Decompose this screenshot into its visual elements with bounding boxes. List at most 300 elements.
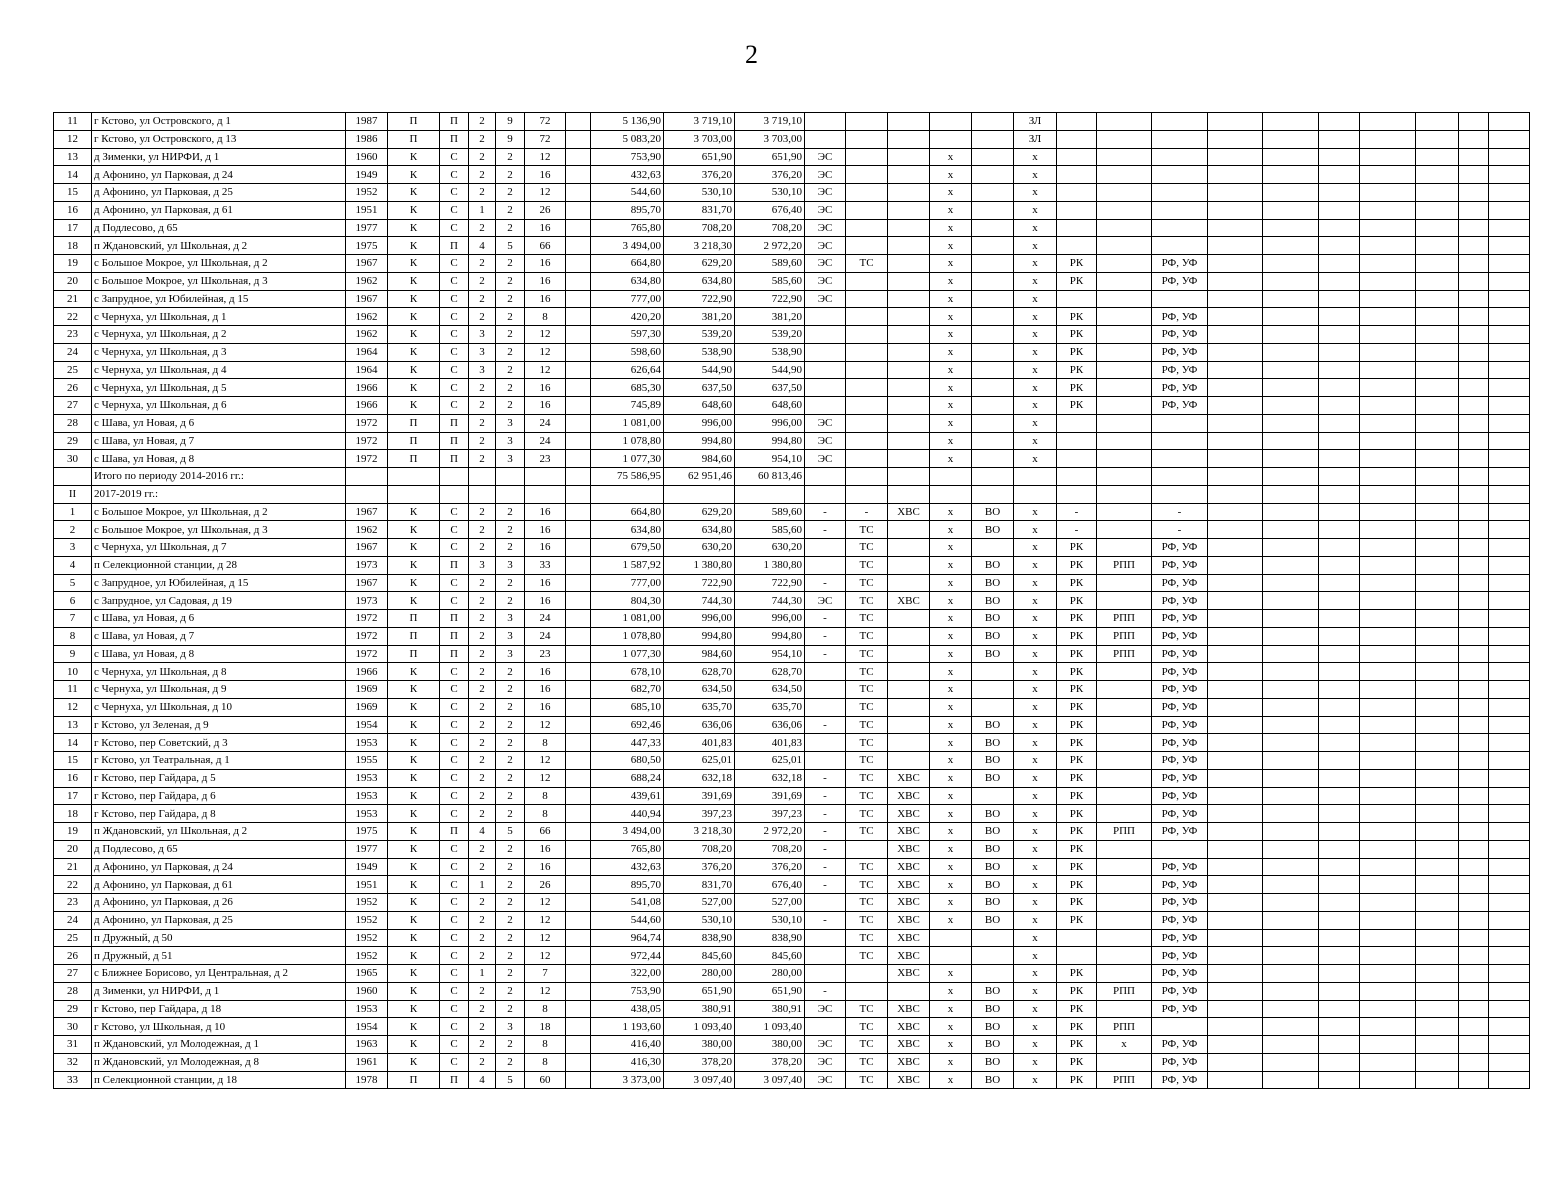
cell-living-area: 994,80 <box>735 627 805 645</box>
table-row <box>54 326 1530 344</box>
cell-extra-4 <box>1360 255 1416 273</box>
cell-roof: РК <box>1057 876 1097 894</box>
cell-extra-5 <box>1416 911 1459 929</box>
cell-wall-material-2: П <box>440 1071 469 1089</box>
cell-extra-7 <box>1489 1053 1530 1071</box>
cell-spare <box>566 681 591 699</box>
cell-facade: РФ, УФ <box>1152 858 1208 876</box>
cell-extra-6 <box>1459 450 1489 468</box>
cell-extra-5 <box>1416 627 1459 645</box>
cell-extra-7 <box>1489 1071 1530 1089</box>
cell-heating <box>846 326 888 344</box>
cell-floors: 3 <box>496 627 525 645</box>
cell-extra-7 <box>1489 113 1530 131</box>
cell-extra-7 <box>1489 663 1530 681</box>
cell-extra-1 <box>1208 130 1263 148</box>
cell-spare <box>566 592 591 610</box>
cell-year-built: 1962 <box>346 521 388 539</box>
cell-wall-material-1: К <box>388 574 440 592</box>
cell-extra-6 <box>1459 592 1489 610</box>
cell-spare <box>566 237 591 255</box>
cell-address: д Зименки, ул НИРФИ, д 1 <box>92 148 346 166</box>
cell-year-built: 1986 <box>346 130 388 148</box>
cell-residential-area: 3 703,00 <box>664 130 735 148</box>
cell-gas: х <box>1014 610 1057 628</box>
cell-living-area: 397,23 <box>735 805 805 823</box>
cell-address: д Афонино, ул Парковая, д 24 <box>92 166 346 184</box>
cell-extra-1 <box>1208 397 1263 415</box>
cell-floors: 2 <box>496 876 525 894</box>
cell-wall-material-2: С <box>440 1000 469 1018</box>
cell-spare <box>566 663 591 681</box>
cell-year-built: 1963 <box>346 1036 388 1054</box>
cell-gas: х <box>1014 698 1057 716</box>
cell-spare <box>566 450 591 468</box>
cell-drainage <box>972 432 1014 450</box>
cell-wall-material-1: К <box>388 787 440 805</box>
cell-row-number: 21 <box>54 858 92 876</box>
cell-total-area: 692,46 <box>591 716 664 734</box>
cell-electric: ЭС <box>805 184 846 202</box>
cell-extra-7 <box>1489 414 1530 432</box>
cell-gas: х <box>1014 237 1057 255</box>
cell-year-built: 1972 <box>346 450 388 468</box>
cell-total-area: 597,30 <box>591 326 664 344</box>
cell-basement <box>1097 894 1152 912</box>
cell-roof: РК <box>1057 663 1097 681</box>
cell-facade: РФ, УФ <box>1152 716 1208 734</box>
cell-wall-material-1: К <box>388 876 440 894</box>
cell-wall-material-2: С <box>440 769 469 787</box>
cell-apartments: 18 <box>525 1018 566 1036</box>
table-row <box>54 627 1530 645</box>
cell-extra-1 <box>1208 1053 1263 1071</box>
cell-address: г Кстово, ул Театральная, д 1 <box>92 752 346 770</box>
cell-heating <box>846 113 888 131</box>
cell-heating: ТС <box>846 698 888 716</box>
cell-wall-material-2: П <box>440 556 469 574</box>
cell-apartments: 12 <box>525 929 566 947</box>
cell-extra-1 <box>1208 432 1263 450</box>
cell-basement <box>1097 1053 1152 1071</box>
cell-drainage <box>972 237 1014 255</box>
cell-drainage <box>972 343 1014 361</box>
cell-entrances: 3 <box>469 343 496 361</box>
cell-extra-1 <box>1208 326 1263 344</box>
cell-cold-water <box>888 272 930 290</box>
cell-total-area: 5 136,90 <box>591 113 664 131</box>
cell-roof <box>1057 113 1097 131</box>
cell-electric: ЭС <box>805 1071 846 1089</box>
table-row <box>54 1000 1530 1018</box>
table-row <box>54 485 1530 503</box>
cell-address: д Зименки, ул НИРФИ, д 1 <box>92 982 346 1000</box>
cell-extra-4 <box>1360 858 1416 876</box>
cell-spare <box>566 698 591 716</box>
cell-spare <box>566 645 591 663</box>
cell-drainage: ВО <box>972 769 1014 787</box>
cell-total-area: 682,70 <box>591 681 664 699</box>
cell-extra-6 <box>1459 343 1489 361</box>
cell-row-number: 25 <box>54 361 92 379</box>
cell-entrances: 2 <box>469 503 496 521</box>
cell-living-area: 651,90 <box>735 982 805 1000</box>
table-row <box>54 947 1530 965</box>
cell-year-built <box>346 468 388 486</box>
cell-gas: х <box>1014 539 1057 557</box>
cell-wall-material-2: С <box>440 326 469 344</box>
cell-cold-water <box>888 184 930 202</box>
cell-drainage: ВО <box>972 1071 1014 1089</box>
cell-extra-4 <box>1360 610 1416 628</box>
cell-residential-area: 722,90 <box>664 574 735 592</box>
cell-hot-water: х <box>930 982 972 1000</box>
cell-extra-3 <box>1319 521 1360 539</box>
cell-extra-5 <box>1416 681 1459 699</box>
cell-gas: х <box>1014 397 1057 415</box>
cell-extra-5 <box>1416 734 1459 752</box>
cell-extra-4 <box>1360 876 1416 894</box>
cell-drainage: ВО <box>972 627 1014 645</box>
cell-electric <box>805 308 846 326</box>
table-row <box>54 911 1530 929</box>
cell-extra-4 <box>1360 627 1416 645</box>
cell-electric: - <box>805 503 846 521</box>
cell-year-built: 1987 <box>346 113 388 131</box>
cell-heating <box>846 361 888 379</box>
cell-row-number: 26 <box>54 379 92 397</box>
cell-spare <box>566 982 591 1000</box>
cell-extra-6 <box>1459 414 1489 432</box>
cell-extra-2 <box>1263 574 1319 592</box>
cell-living-area: 3 703,00 <box>735 130 805 148</box>
cell-roof: РК <box>1057 681 1097 699</box>
cell-year-built: 1962 <box>346 326 388 344</box>
cell-basement <box>1097 113 1152 131</box>
cell-row-number: 13 <box>54 148 92 166</box>
cell-extra-1 <box>1208 556 1263 574</box>
cell-extra-4 <box>1360 432 1416 450</box>
cell-hot-water <box>930 947 972 965</box>
cell-address: с Большое Мокрое, ул Школьная, д 2 <box>92 255 346 273</box>
cell-roof <box>1057 219 1097 237</box>
cell-total-area: 1 077,30 <box>591 645 664 663</box>
cell-extra-7 <box>1489 698 1530 716</box>
cell-extra-2 <box>1263 610 1319 628</box>
cell-roof: РК <box>1057 965 1097 983</box>
cell-extra-4 <box>1360 148 1416 166</box>
cell-wall-material-1: К <box>388 343 440 361</box>
cell-roof <box>1057 485 1097 503</box>
cell-gas: ЗЛ <box>1014 113 1057 131</box>
cell-residential-area: 708,20 <box>664 840 735 858</box>
cell-extra-4 <box>1360 1071 1416 1089</box>
cell-hot-water <box>930 130 972 148</box>
cell-hot-water: х <box>930 840 972 858</box>
cell-hot-water: х <box>930 166 972 184</box>
cell-cold-water <box>888 201 930 219</box>
cell-gas: х <box>1014 840 1057 858</box>
cell-wall-material-1: К <box>388 290 440 308</box>
cell-address: с Запрудное, ул Юбилейная, д 15 <box>92 290 346 308</box>
cell-wall-material-2: С <box>440 787 469 805</box>
cell-total-area: 416,40 <box>591 1036 664 1054</box>
cell-extra-6 <box>1459 397 1489 415</box>
cell-year-built: 1952 <box>346 947 388 965</box>
cell-extra-2 <box>1263 113 1319 131</box>
cell-extra-3 <box>1319 698 1360 716</box>
cell-extra-3 <box>1319 485 1360 503</box>
cell-hot-water: х <box>930 1036 972 1054</box>
cell-hot-water: х <box>930 627 972 645</box>
cell-basement <box>1097 130 1152 148</box>
cell-extra-7 <box>1489 911 1530 929</box>
cell-heating: ТС <box>846 929 888 947</box>
cell-extra-5 <box>1416 894 1459 912</box>
table-row <box>54 1018 1530 1036</box>
cell-basement <box>1097 361 1152 379</box>
cell-extra-6 <box>1459 610 1489 628</box>
cell-gas: ЗЛ <box>1014 130 1057 148</box>
cell-year-built: 1972 <box>346 610 388 628</box>
cell-hot-water: х <box>930 1018 972 1036</box>
cell-entrances: 2 <box>469 574 496 592</box>
cell-wall-material-2 <box>440 468 469 486</box>
table-row <box>54 219 1530 237</box>
cell-floors: 9 <box>496 130 525 148</box>
cell-entrances: 2 <box>469 610 496 628</box>
cell-extra-6 <box>1459 1018 1489 1036</box>
cell-roof: РК <box>1057 894 1097 912</box>
cell-drainage <box>972 201 1014 219</box>
cell-electric: ЭС <box>805 1036 846 1054</box>
cell-entrances: 2 <box>469 166 496 184</box>
table-row <box>54 539 1530 557</box>
cell-extra-2 <box>1263 823 1319 841</box>
cell-extra-2 <box>1263 397 1319 415</box>
cell-electric <box>805 698 846 716</box>
cell-address: с Шава, ул Новая, д 7 <box>92 627 346 645</box>
cell-spare <box>566 468 591 486</box>
cell-extra-7 <box>1489 858 1530 876</box>
table-row <box>54 468 1530 486</box>
cell-apartments: 12 <box>525 343 566 361</box>
cell-extra-2 <box>1263 894 1319 912</box>
cell-roof <box>1057 468 1097 486</box>
cell-floors: 2 <box>496 894 525 912</box>
cell-extra-2 <box>1263 734 1319 752</box>
cell-cold-water <box>888 113 930 131</box>
cell-apartments: 12 <box>525 769 566 787</box>
cell-extra-4 <box>1360 379 1416 397</box>
cell-residential-area: 3 218,30 <box>664 237 735 255</box>
cell-electric: ЭС <box>805 432 846 450</box>
cell-drainage <box>972 397 1014 415</box>
cell-extra-4 <box>1360 219 1416 237</box>
table-row <box>54 148 1530 166</box>
cell-roof <box>1057 184 1097 202</box>
cell-basement <box>1097 414 1152 432</box>
cell-drainage: ВО <box>972 610 1014 628</box>
cell-electric: ЭС <box>805 592 846 610</box>
cell-heating: ТС <box>846 255 888 273</box>
cell-row-number: 22 <box>54 876 92 894</box>
cell-extra-7 <box>1489 130 1530 148</box>
cell-wall-material-2: С <box>440 752 469 770</box>
cell-extra-4 <box>1360 468 1416 486</box>
cell-gas: х <box>1014 343 1057 361</box>
cell-year-built: 1949 <box>346 166 388 184</box>
cell-hot-water: х <box>930 698 972 716</box>
cell-total-area: 972,44 <box>591 947 664 965</box>
cell-cold-water <box>888 255 930 273</box>
cell-wall-material-1: К <box>388 894 440 912</box>
cell-extra-5 <box>1416 787 1459 805</box>
cell-residential-area: 629,20 <box>664 503 735 521</box>
cell-roof <box>1057 237 1097 255</box>
cell-gas: х <box>1014 201 1057 219</box>
cell-extra-5 <box>1416 414 1459 432</box>
cell-total-area: 777,00 <box>591 574 664 592</box>
cell-cold-water <box>888 308 930 326</box>
cell-heating: ТС <box>846 716 888 734</box>
cell-extra-4 <box>1360 982 1416 1000</box>
cell-wall-material-1: К <box>388 698 440 716</box>
cell-year-built: 1953 <box>346 805 388 823</box>
cell-extra-4 <box>1360 752 1416 770</box>
cell-roof: РК <box>1057 769 1097 787</box>
cell-basement <box>1097 929 1152 947</box>
cell-extra-6 <box>1459 326 1489 344</box>
cell-extra-3 <box>1319 379 1360 397</box>
cell-facade: РФ, УФ <box>1152 823 1208 841</box>
cell-apartments: 8 <box>525 787 566 805</box>
cell-facade: РФ, УФ <box>1152 1036 1208 1054</box>
cell-floors: 2 <box>496 734 525 752</box>
cell-entrances: 2 <box>469 219 496 237</box>
cell-extra-3 <box>1319 1000 1360 1018</box>
cell-apartments: 24 <box>525 432 566 450</box>
cell-extra-2 <box>1263 521 1319 539</box>
cell-extra-2 <box>1263 414 1319 432</box>
cell-apartments: 33 <box>525 556 566 574</box>
cell-address: д Афонино, ул Парковая, д 25 <box>92 911 346 929</box>
cell-spare <box>566 823 591 841</box>
cell-apartments: 8 <box>525 1036 566 1054</box>
cell-extra-6 <box>1459 308 1489 326</box>
cell-apartments: 12 <box>525 326 566 344</box>
cell-year-built: 1952 <box>346 184 388 202</box>
cell-extra-6 <box>1459 1000 1489 1018</box>
cell-extra-1 <box>1208 911 1263 929</box>
cell-extra-6 <box>1459 1053 1489 1071</box>
cell-address: п Дружный, д 50 <box>92 929 346 947</box>
cell-address: Итого по периоду 2014-2016 гг.: <box>92 468 346 486</box>
cell-year-built: 1962 <box>346 272 388 290</box>
cell-living-area: 1 093,40 <box>735 1018 805 1036</box>
cell-cold-water <box>888 627 930 645</box>
cell-drainage: ВО <box>972 823 1014 841</box>
cell-extra-6 <box>1459 681 1489 699</box>
cell-cold-water: ХВС <box>888 876 930 894</box>
cell-floors: 3 <box>496 414 525 432</box>
cell-extra-4 <box>1360 308 1416 326</box>
cell-heating: ТС <box>846 947 888 965</box>
cell-facade: РФ, УФ <box>1152 911 1208 929</box>
cell-wall-material-2: С <box>440 698 469 716</box>
cell-wall-material-2: С <box>440 982 469 1000</box>
cell-electric: - <box>805 769 846 787</box>
cell-roof: РК <box>1057 379 1097 397</box>
cell-extra-3 <box>1319 663 1360 681</box>
cell-extra-2 <box>1263 450 1319 468</box>
cell-living-area: 527,00 <box>735 894 805 912</box>
cell-electric: ЭС <box>805 237 846 255</box>
cell-extra-1 <box>1208 468 1263 486</box>
cell-heating: ТС <box>846 823 888 841</box>
cell-gas: х <box>1014 148 1057 166</box>
cell-wall-material-1: П <box>388 130 440 148</box>
cell-apartments: 60 <box>525 1071 566 1089</box>
cell-living-area: 538,90 <box>735 343 805 361</box>
cell-heating: ТС <box>846 645 888 663</box>
cell-wall-material-2: С <box>440 1036 469 1054</box>
cell-heating <box>846 965 888 983</box>
cell-spare <box>566 397 591 415</box>
cell-extra-1 <box>1208 734 1263 752</box>
cell-spare <box>566 876 591 894</box>
cell-gas: х <box>1014 645 1057 663</box>
cell-wall-material-1: К <box>388 592 440 610</box>
cell-spare <box>566 929 591 947</box>
table-row <box>54 521 1530 539</box>
cell-floors: 2 <box>496 769 525 787</box>
cell-extra-5 <box>1416 698 1459 716</box>
cell-extra-2 <box>1263 255 1319 273</box>
cell-roof: РК <box>1057 823 1097 841</box>
cell-residential-area: 831,70 <box>664 876 735 894</box>
cell-year-built: 1967 <box>346 503 388 521</box>
cell-wall-material-2: П <box>440 432 469 450</box>
cell-spare <box>566 201 591 219</box>
cell-living-area: 376,20 <box>735 858 805 876</box>
cell-entrances: 1 <box>469 965 496 983</box>
cell-heating: ТС <box>846 769 888 787</box>
cell-wall-material-1: К <box>388 237 440 255</box>
cell-facade: РФ, УФ <box>1152 343 1208 361</box>
cell-apartments: 16 <box>525 379 566 397</box>
table-row <box>54 610 1530 628</box>
cell-gas: х <box>1014 894 1057 912</box>
cell-row-number: 24 <box>54 343 92 361</box>
cell-wall-material-1: К <box>388 823 440 841</box>
cell-row-number: 28 <box>54 414 92 432</box>
cell-drainage: ВО <box>972 503 1014 521</box>
cell-total-area: 3 373,00 <box>591 1071 664 1089</box>
cell-extra-6 <box>1459 1071 1489 1089</box>
cell-apartments: 12 <box>525 752 566 770</box>
cell-heating <box>846 130 888 148</box>
cell-residential-area: 838,90 <box>664 929 735 947</box>
cell-entrances: 2 <box>469 645 496 663</box>
cell-extra-6 <box>1459 627 1489 645</box>
cell-gas: х <box>1014 379 1057 397</box>
cell-apartments: 7 <box>525 965 566 983</box>
cell-facade: - <box>1152 503 1208 521</box>
cell-wall-material-1: К <box>388 184 440 202</box>
cell-row-number: 17 <box>54 787 92 805</box>
cell-row-number: 17 <box>54 219 92 237</box>
